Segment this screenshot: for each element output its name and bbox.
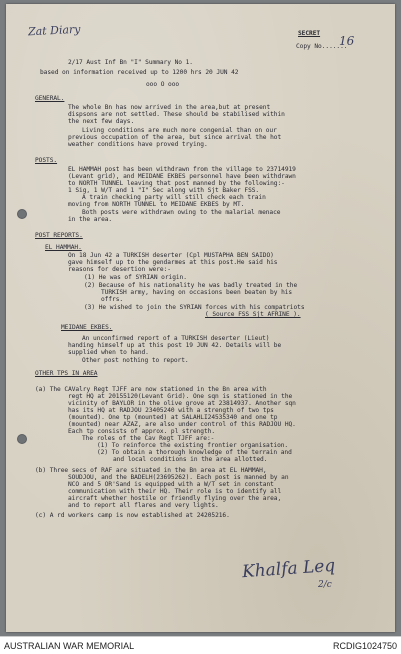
summary-basis: based on information received up to 1200 hrs 20 JUN 42 xyxy=(40,69,239,76)
text-line: aircraft whether hostile or friendly flying over the area, xyxy=(68,495,282,502)
text-line: The roles of the Cav Regt TJFF are:- xyxy=(82,435,215,442)
punch-hole-top xyxy=(17,209,27,219)
text-line: to NORTH TUNNEL leaving that post manned by the following:- xyxy=(68,180,285,187)
section-heading: ( Source FSS Sjt AFRINE ). xyxy=(205,311,301,318)
footer-source: AUSTRALIAN WAR MEMORIAL xyxy=(4,641,135,651)
text-line: handing himself up at this post 19 JUN 42. Details will be xyxy=(68,342,282,349)
text-line: (2) To obtain a thorough knowledge of the terrain and xyxy=(97,449,292,456)
section-heading: GENERAL. xyxy=(35,95,65,102)
text-line: gave himself up to the gendarmes at this post.He said his xyxy=(68,259,278,266)
section-heading: EL HAMMAH. xyxy=(45,244,82,251)
text-line: On 18 Jun 42 a TURKISH deserter (Cpl MUSTAPHA BEN SAIDO) xyxy=(68,252,274,259)
text-line: A train checking party will still check each train xyxy=(82,194,266,201)
text-line: has its HQ at RADJOU 23405240 with a strength of two tps xyxy=(68,407,274,414)
text-line: previous occupation of the area, but since arrival the hot xyxy=(68,134,282,141)
document-page xyxy=(6,4,395,632)
text-line: and to report all flares and very lights. xyxy=(68,502,219,509)
text-line: Both posts were withdrawn owing to the malarial menace xyxy=(82,209,281,216)
text-line: Other post nothing to report. xyxy=(82,357,189,364)
text-line: offrs. xyxy=(101,296,124,303)
signature: Khalfa Leq xyxy=(241,555,336,583)
summary-title: 2/17 Aust Inf Bn "I" Summary No 1. xyxy=(68,59,193,66)
text-line: vicinity of BAYLOR in the olive grove at 23814937. Another sqn xyxy=(68,400,296,407)
footer-reference: RCDIG1024750 xyxy=(332,641,397,651)
text-line: (mounted) near AZAZ, are also under control of this RADJOU HQ. xyxy=(68,421,296,428)
text-line: (3) He wished to join the SYRIAN forces with his compatriots xyxy=(84,304,305,311)
section-heading: OTHER TPS IN AREA xyxy=(35,370,98,377)
text-line: regt HQ at 20155120(Levant Grid). One sqn is stationed in the xyxy=(68,393,293,400)
copy-number-label: Copy No....... xyxy=(296,43,348,50)
archive-footer xyxy=(0,636,401,654)
text-line: moving from NORTH TUNNEL to MEIDANE EKBES by MT. xyxy=(68,201,245,208)
text-line: (c) A rd workers camp is now established at 24205216. xyxy=(35,512,230,519)
text-line: (Levant grid), and MEIDANE EKBES personnel have been withdrawn xyxy=(68,173,296,180)
text-line: (2) Because of his nationality he was badly treated in the xyxy=(84,282,298,289)
text-line: (mounted). One tp (mounted) at SALAHLI24535340 and one tp xyxy=(68,414,278,421)
text-line: dispsons are not settled. These should be stabilised within xyxy=(68,111,285,118)
signature-subscript: 2/c xyxy=(318,580,332,590)
text-line: the next few days. xyxy=(68,118,135,125)
header-ornament: ooo O ooo xyxy=(146,81,180,88)
section-heading: POSTS. xyxy=(35,157,58,164)
text-line: Each tp consists of approx. pl strength. xyxy=(68,428,216,435)
text-line: EL HAMMAH post has been withdrawn from the village to 23714919 xyxy=(68,166,296,173)
text-line: NCO and 5 OR'Sand is equipped with a W/T set in constant xyxy=(68,481,274,488)
text-line: communication with their HQ. Their role is to identify all xyxy=(68,488,282,495)
punch-hole-bottom xyxy=(17,434,27,444)
text-line: reasons for desertion were:- xyxy=(68,266,171,273)
text-line: TURKISH army, having on occasions been beaten by his xyxy=(101,289,293,296)
handwritten-corner-note: Zat Diary xyxy=(27,22,81,39)
handwritten-copy-number: 16 xyxy=(339,34,355,48)
text-line: supplied when to hand. xyxy=(68,349,149,356)
text-line: (1) He was of SYRIAN origin. xyxy=(84,274,187,281)
text-line: (1) To reinforce the existing frontier organisation. xyxy=(97,442,289,449)
secret-marking: SECRET xyxy=(298,30,321,37)
text-line: An unconfirmed report of a TURKISH deserter (Lieut) xyxy=(82,335,270,342)
text-line: 1 Sig, 1 W/T and 1 "I" Sec along with Sjt Baker FSS. xyxy=(68,187,260,194)
text-line: weather conditions have proved trying. xyxy=(68,141,208,148)
text-line: (a) The CAValry Regt TJFF are now stationed in the Bn area with xyxy=(35,386,267,393)
text-line: in the area. xyxy=(68,216,113,223)
section-heading: MEIDANE EKBES. xyxy=(61,324,113,331)
text-line: The whole Bn has now arrived in the area,but at present xyxy=(68,104,271,111)
text-line: (b) Three secs of RAF are situated in the Bn area at EL HAMMAH, xyxy=(35,467,267,474)
text-line: and local conditions in the area allotted. xyxy=(113,456,268,463)
text-line: SOUDJOU, and the BADELH(23695262). Each post is manned by an xyxy=(68,474,289,481)
text-line: Living conditions are much more congenial than on our xyxy=(82,127,277,134)
section-heading: POST REPORTS. xyxy=(35,232,83,239)
